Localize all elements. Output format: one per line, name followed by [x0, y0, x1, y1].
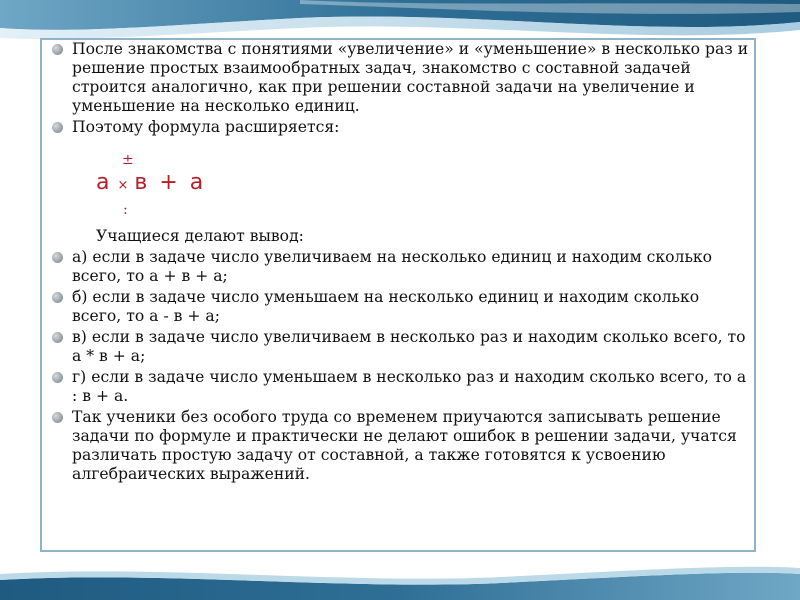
paragraph-text: б) если в задаче число уменьшаем на несколько единиц и находим сколько всего, то а - в + а;	[72, 288, 700, 325]
bullet-paragraph-summary	[52, 408, 752, 484]
bullet-paragraph-rule-v	[52, 328, 752, 366]
formula-a1: а	[96, 170, 110, 195]
bullet-icon	[52, 292, 63, 303]
paragraph-text: г) если в задаче число уменьшаем в несколько раз и находим сколько всего, то а : в + а.	[72, 368, 747, 405]
formula	[52, 141, 752, 217]
bullet-icon	[52, 252, 63, 263]
paragraph-text: в) если в задаче число увеличиваем в несколько раз и находим сколько всего, то а * в + а;	[72, 328, 746, 365]
bullet-icon	[52, 372, 63, 383]
bullet-icon	[52, 122, 63, 133]
formula-main	[96, 170, 204, 195]
bullet-icon	[52, 44, 63, 55]
formula-divide: :	[123, 202, 128, 218]
bullet-icon	[52, 332, 63, 343]
paragraph-text: После знакомства с понятиями «увеличение» и «уменьшение» в несколько раз и решение простых взаимообратных задач, знакомство с составной задачей строится аналогично, как при решении составной задачи на увеличение и уменьшение на несколько единиц.	[72, 40, 749, 115]
formula-plus: +	[159, 170, 178, 195]
bullet-paragraph-rule-b	[52, 288, 752, 326]
conclusion-heading: Учащиеся делают вывод:	[96, 227, 304, 245]
bullet-paragraph-intro-2	[52, 118, 752, 137]
formula-plus-minus: ±	[122, 152, 134, 168]
bullet-paragraph-rule-a	[52, 248, 752, 286]
paragraph-text: Поэтому формула расширяется:	[72, 118, 340, 136]
formula-a2: а	[189, 170, 204, 195]
bullet-paragraph-rule-g	[52, 368, 752, 406]
bullet-icon	[52, 412, 63, 423]
formula-v: в	[134, 170, 148, 195]
slide-content	[52, 40, 752, 486]
formula-times: ×	[117, 178, 129, 193]
paragraph-text: Так ученики без особого труда со временем приучаются записывать решение задачи по формуле и практически не делают ошибок в решении задачи, учатся различать простую задачу от составной, а также готовятся к усвоению алгебраических выражений.	[72, 408, 737, 483]
bullet-paragraph-intro-1	[52, 40, 752, 116]
paragraph-text: а) если в задаче число увеличиваем на несколько единиц и находим сколько всего, то а + в + а;	[72, 248, 713, 285]
